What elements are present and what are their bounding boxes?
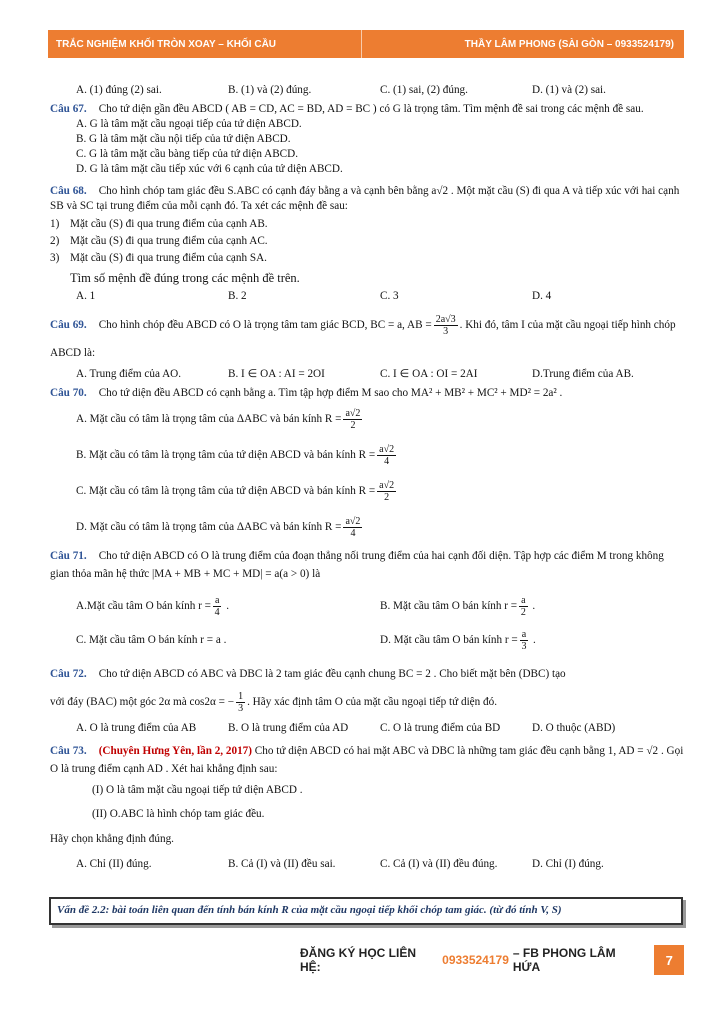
option-a: A. G là tâm mặt cầu ngoại tiếp của tứ diện ABCD.: [76, 118, 302, 130]
option-d: D. G là tâm mặt cầu tiếp xúc với 6 cạnh của tứ diện ABCD.: [76, 163, 343, 175]
footer-suffix: – FB PHONG LÂM HỨA: [512, 946, 616, 974]
question-label: Câu 72.: [50, 668, 87, 680]
option-b: B. (1) và (2) đúng.: [228, 84, 312, 96]
footer-prefix: ĐĂNG KÝ HỌC LIÊN HỆ:: [300, 946, 417, 974]
fraction: $\frac{2a√3}{3}$: [435, 313, 456, 337]
option-b: B. Mặt cầu tâm O bán kính r = $\frac{a}{2}$ .: [380, 594, 536, 618]
option-b: B. Cả (I) và (II) đều sai.: [228, 858, 336, 870]
question-label: Câu 71.: [50, 550, 87, 562]
option-c: C. O là trung điểm của BD: [380, 722, 501, 734]
question-69: Câu 69. Cho hình chóp đều ABCD có O là trọng tâm tam giác BCD, BC = a, AB = $\frac{2a√3}{3}$ . Khi đó, tâm I của mặt cầu ngoại tiếp hình chóp ABCD là:: [50, 313, 676, 359]
option-b: B. O là trung điểm của AD: [228, 722, 349, 734]
q69-options: [50, 367, 684, 382]
question-67: [50, 102, 684, 117]
option-c: C. G là tâm mặt cầu bàng tiếp của tứ diện ABCD.: [76, 148, 298, 160]
option-d: D.Trung điểm của AB.: [532, 368, 634, 380]
question-stem: Cho hình chóp tam giác đều S.ABC có cạnh đáy bằng a và cạnh bên bằng a√2 . Một mặt cầu (S) đi qua A và tiếp xúc với hai cạnh SB và SC tại trung điểm của mỗi cạnh đó. Ta xét các mệnh đề sau:: [50, 185, 680, 212]
option-b: B. G là tâm mặt cầu nội tiếp của tứ diện ABCD.: [76, 133, 291, 145]
option-a: A. Chỉ (II) đúng.: [76, 858, 152, 870]
question-stem: Cho tứ diện ABCD có hai mặt ABC và DBC là những tam giác đều cạnh bằng 1, AD = √2 . Gọi O là trung điểm cạnh AD . Xét hai khẳng định sau:: [50, 745, 684, 775]
option-d: D. Mặt cầu tâm O bán kính r = $\frac{a}{3}$ .: [380, 628, 536, 652]
header-right-author: THẦY LÂM PHONG (SÀI GÒN – 0933524179): [464, 38, 674, 50]
option-d: D. 4: [532, 290, 552, 302]
page-footer: [300, 945, 684, 975]
question-ask: Tìm số mệnh đề đúng trong các mệnh đề trên.: [70, 271, 300, 285]
option-c: C. Cả (I) và (II) đều đúng.: [380, 858, 498, 870]
option-d: D. O thuộc (ABD): [532, 722, 616, 734]
fraction: $\frac{1}{3}$: [238, 690, 244, 714]
option-d: D. (1) và (2) sai.: [532, 84, 606, 96]
question-label: Câu 67.: [50, 103, 87, 115]
q71-options-row1: [50, 589, 684, 623]
question-72-cont: với đáy (BAC) một góc 2α mà cos2α = − $\frac{1}{3}$ . Hãy xác định tâm O của mặt cầu ngoại tiếp tứ diện đó.: [50, 690, 498, 714]
question-73: [50, 742, 684, 778]
claim-1: (I) O là tâm mặt cầu ngoại tiếp tứ diện ABCD .: [92, 784, 303, 796]
question-label: Câu 73.: [50, 745, 87, 757]
question-label: Câu 69.: [50, 319, 87, 331]
question-stem: Cho tứ diện đều ABCD có cạnh bằng a. Tìm tập hợp điểm M sao cho MA² + MB² + MC² + MD² = 2a² .: [98, 387, 563, 399]
option-b: B. I ∈ OA : AI = 2OI: [228, 368, 325, 380]
option-a: A. Mặt cầu có tâm là trọng tâm của ΔABC và bán kính R = $\frac{a√2}{2}$: [76, 407, 361, 431]
page-number: 7: [654, 945, 684, 975]
section-heading: Vấn đề 2.2: bài toán liên quan đến tính bán kính R của mặt cầu ngoại tiếp khối chóp tam giác. (từ đó tính V, S): [49, 897, 683, 925]
question-label: Câu 70.: [50, 387, 87, 399]
list-item: 3) Mặt cầu (S) đi qua trung điểm của cạnh SA.: [50, 252, 267, 264]
option-a: A. 1: [76, 290, 96, 302]
option-b: B. Mặt cầu có tâm là trọng tâm của tứ diện ABCD và bán kính R = $\frac{a√2}{4}$: [76, 443, 395, 467]
q68-options: [50, 289, 684, 304]
footer-phone: 0933524179: [442, 953, 509, 967]
option-b: B. 2: [228, 290, 247, 302]
option-c: C. 3: [380, 290, 399, 302]
question-stem: Cho tứ diện gần đều ABCD ( AB = CD, AC = BD, AD = BC ) có G là trọng tâm. Tìm mệnh đề sai trong các mệnh đề sau.: [98, 103, 644, 115]
list-item: 2) Mặt cầu (S) đi qua trung điểm của cạnh AC.: [50, 235, 268, 247]
option-a: A.Mặt cầu tâm O bán kính r = $\frac{a}{4}$ .: [76, 594, 229, 618]
list-item: 1) Mặt cầu (S) đi qua trung điểm của cạnh AB.: [50, 218, 268, 230]
option-d: D. Mặt cầu có tâm là trọng tâm của ΔABC và bán kính R = $\frac{a√2}{4}$: [76, 515, 361, 539]
question-source: (Chuyên Hưng Yên, lần 2, 2017): [98, 745, 252, 757]
option-a: A. (1) đúng (2) sai.: [76, 84, 162, 96]
option-a: A. Trung điểm của AO.: [76, 368, 182, 380]
option-c: C. (1) sai, (2) đúng.: [380, 84, 468, 96]
header-left-title: TRẮC NGHIỆM KHỐI TRÒN XOAY – KHỐI CẦU: [48, 30, 362, 58]
option-a: A. O là trung điểm của AB: [76, 722, 197, 734]
option-c: C. I ∈ OA : OI = 2AI: [380, 368, 478, 380]
question-70: [50, 386, 684, 401]
q71-options-row2: [50, 623, 684, 657]
q73-options: [50, 852, 684, 876]
question-68: [50, 184, 684, 214]
q72-options: [50, 721, 684, 736]
question-71: [50, 547, 684, 583]
q66-options: [50, 83, 684, 98]
question-ask: Hãy chọn khẳng định đúng.: [50, 833, 174, 845]
option-c: C. Mặt cầu có tâm là trọng tâm của tứ diện ABCD và bán kính R = $\frac{a√2}{2}$: [76, 479, 395, 503]
question-stem: Cho tứ diện ABCD có O là trung điểm của đoạn thẳng nối trung điểm của hai cạnh đối diện. Tập hợp các điểm M trong không gian thỏa mãn hệ thức |MA + MB + MC + MD| = a(a > 0) là: [50, 550, 664, 580]
page-content: [50, 83, 684, 876]
option-d: D. Chỉ (I) đúng.: [532, 858, 604, 870]
question-72: Câu 72. Cho tứ diện ABCD có ABC và DBC là 2 tam giác đều cạnh chung BC = 2 . Cho biết mặt bên (DBC) tạo: [50, 668, 566, 680]
page-header: [48, 30, 684, 58]
claim-2: (II) O.ABC là hình chóp tam giác đều.: [92, 808, 265, 820]
option-c: C. Mặt cầu tâm O bán kính r = a .: [76, 634, 227, 646]
question-label: Câu 68.: [50, 185, 87, 197]
